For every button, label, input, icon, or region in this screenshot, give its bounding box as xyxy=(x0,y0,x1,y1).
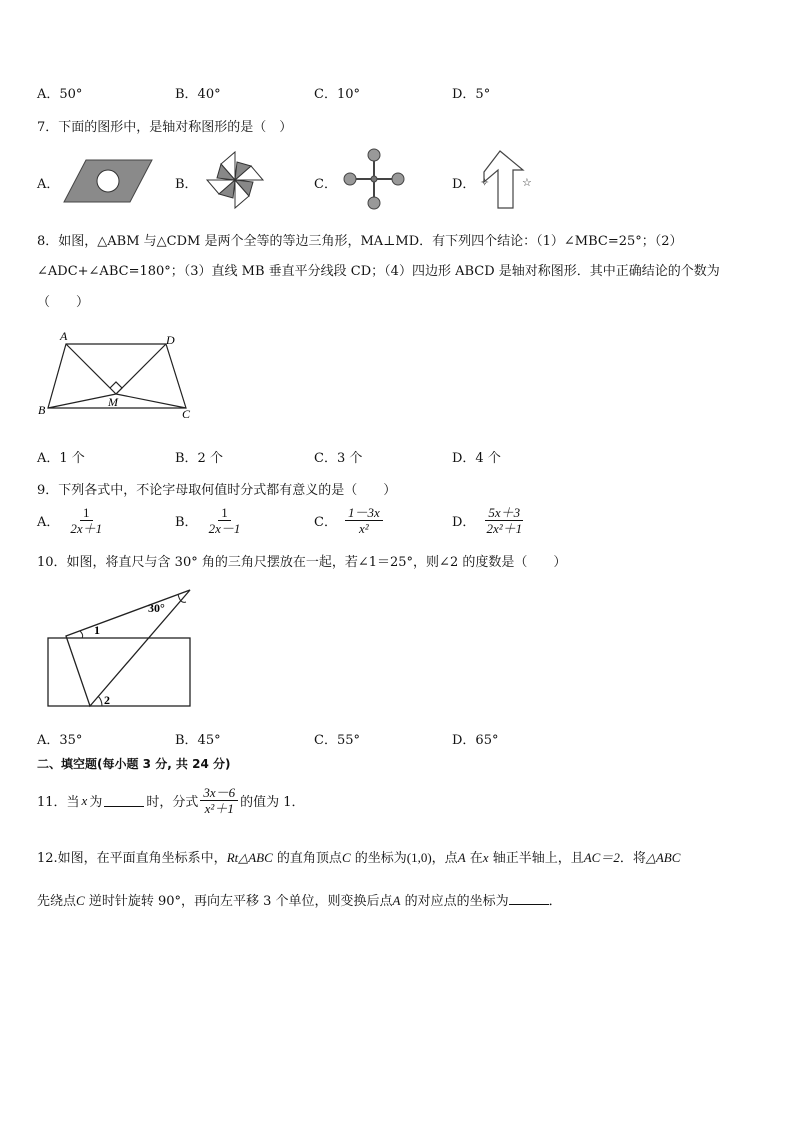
q8-label-d: D xyxy=(166,333,175,347)
q6-option-a: A．50° xyxy=(37,87,83,102)
q7-label-b: B． xyxy=(175,177,198,192)
q12-line1 xyxy=(37,847,680,866)
q9-b-fraction xyxy=(206,505,244,536)
q10-stem: 10．如图，将直尺与含 30° 角的三角尺摆放在一起，若∠1＝25°，则∠2 的度数是（ ） xyxy=(37,555,567,570)
q12-point-c: C xyxy=(341,850,351,865)
q11-mid: 为 xyxy=(89,795,103,810)
q10-option-c: C．55° xyxy=(314,733,360,748)
q7-stem: 7．下面的图形中，是轴对称图形的是（ ） xyxy=(37,120,293,135)
section2-title: 二、填空题(每小题 3 分, 共 24 分) xyxy=(37,757,231,771)
q8-stem-line1: 8．如图，△ABM 与△CDM 是两个全等的等边三角形，MA⊥MD．有下列四个结论：（1）∠MBC=25°；（2） xyxy=(37,234,683,249)
q12-text-2c: 逆时针旋转 90°，再向左平移 3 个单位，则变换后点 xyxy=(84,894,393,909)
q12-text-2f: ． xyxy=(548,894,562,909)
q12-line2 xyxy=(37,890,562,909)
q6-option-b: B．40° xyxy=(175,87,221,102)
q9-c-fraction xyxy=(345,505,383,536)
q8-stem-line2: ∠ADC+∠ABC=180°；（3）直线 MB 垂直平分线段 CD；（4）四边形 ABCD 是轴对称图形．其中正确结论的个数为 xyxy=(37,264,720,279)
q8-quadrilateral-figure xyxy=(36,328,206,424)
q7-label-d: D． xyxy=(452,177,476,192)
parallelogram-with-circle-icon xyxy=(62,157,154,205)
q7-label-a: A． xyxy=(37,177,60,192)
q12-text-2a: 先绕点 xyxy=(37,894,77,909)
q8-option-c: C．3 个 xyxy=(314,451,363,466)
q11-end: 的值为 1． xyxy=(240,795,305,810)
q9-label-a: A． xyxy=(37,515,60,530)
q11-numerator: 3x－6 xyxy=(200,785,238,801)
q8-option-d: D．4 个 xyxy=(452,451,501,466)
svg-text:☆: ☆ xyxy=(522,177,532,189)
q9-a-denominator: 2x＋1 xyxy=(70,521,103,536)
q10-option-b: B．45° xyxy=(175,733,221,748)
q12-text-2e: 的对应点的坐标为 xyxy=(400,894,509,909)
q8-stem-line3: （ ） xyxy=(37,295,90,310)
q9-option-d xyxy=(452,505,525,536)
q10-label-2: 2 xyxy=(104,693,110,707)
q8-label-c: C xyxy=(182,407,191,421)
q9-label-d: D． xyxy=(452,515,476,530)
q6-option-c: C．10° xyxy=(314,87,360,102)
q6-option-d: D．5° xyxy=(452,87,491,102)
q8-option-b: B．2 个 xyxy=(175,451,223,466)
q8-label-a: A xyxy=(60,329,68,343)
q9-a-fraction xyxy=(67,505,105,536)
q11-fraction xyxy=(200,785,238,816)
q12-coord-c: (1,0) xyxy=(406,850,432,865)
q10-option-d: D．65° xyxy=(452,733,499,748)
q11-post: 时，分式 xyxy=(146,795,199,810)
q9-label-c: C． xyxy=(314,515,337,530)
q12-point-a: A xyxy=(457,850,466,865)
q10-ruler-triangle-figure xyxy=(44,584,196,712)
q12-point-a-2: A xyxy=(392,893,401,908)
q9-b-denominator: 2x－1 xyxy=(208,521,241,536)
q9-a-numerator: 1 xyxy=(80,505,93,521)
q8-label-m: M xyxy=(108,395,118,409)
q9-b-numerator: 1 xyxy=(218,505,231,521)
q8-option-a: A．1 个 xyxy=(37,451,85,466)
q12-answer-blank[interactable] xyxy=(509,892,549,905)
q9-c-numerator: 1－3x xyxy=(345,505,383,521)
pinwheel-icon xyxy=(203,148,267,212)
q12-rt-triangle: Rt△ABC xyxy=(226,850,273,865)
q11-var: x xyxy=(81,792,88,808)
q9-option-c xyxy=(314,505,383,536)
arrow-house-stars-icon xyxy=(478,150,540,210)
q12-text-1i: 在 xyxy=(465,851,483,866)
q9-c-denominator: x² xyxy=(359,521,369,536)
q8-label-b: B xyxy=(38,403,46,417)
q12-point-c-2: C xyxy=(76,893,85,908)
q11-line xyxy=(37,785,305,816)
q9-d-fraction xyxy=(483,505,525,536)
q9-d-denominator: 2x²＋1 xyxy=(486,521,523,536)
dumbbell-cross-icon xyxy=(340,148,410,212)
svg-text:✧: ✧ xyxy=(480,177,490,189)
q10-label-1: 1 xyxy=(94,623,100,637)
q12-text-1m: ．将 xyxy=(619,851,646,866)
q12-ac-length: AC＝2 xyxy=(583,850,620,865)
q7-label-c: C． xyxy=(314,177,337,192)
q11-pre: 11．当 xyxy=(37,795,80,810)
q12-triangle-abc: △ABC xyxy=(645,850,681,865)
q11-denominator: x²＋1 xyxy=(204,801,234,816)
q10-label-30: 30° xyxy=(148,601,165,615)
q12-text-1g: ，点 xyxy=(431,851,458,866)
q9-option-a xyxy=(37,505,105,536)
q12-text-1c: 的直角顶点 xyxy=(272,851,342,866)
q10-option-a: A．35° xyxy=(37,733,83,748)
q12-text-1e: 的坐标为 xyxy=(350,851,407,866)
q12-text-1a: 12.如图，在平面直角坐标系中， xyxy=(37,851,227,866)
q11-answer-blank[interactable] xyxy=(104,794,144,807)
q9-option-b xyxy=(175,505,243,536)
q12-x-axis: x xyxy=(482,850,489,865)
q9-label-b: B． xyxy=(175,515,198,530)
q9-d-numerator: 5x＋3 xyxy=(485,505,523,521)
q9-stem: 9．下列各式中，不论字母取何值时分式都有意义的是（ ） xyxy=(37,483,397,498)
q12-text-1k: 轴正半轴上，且 xyxy=(488,851,584,866)
